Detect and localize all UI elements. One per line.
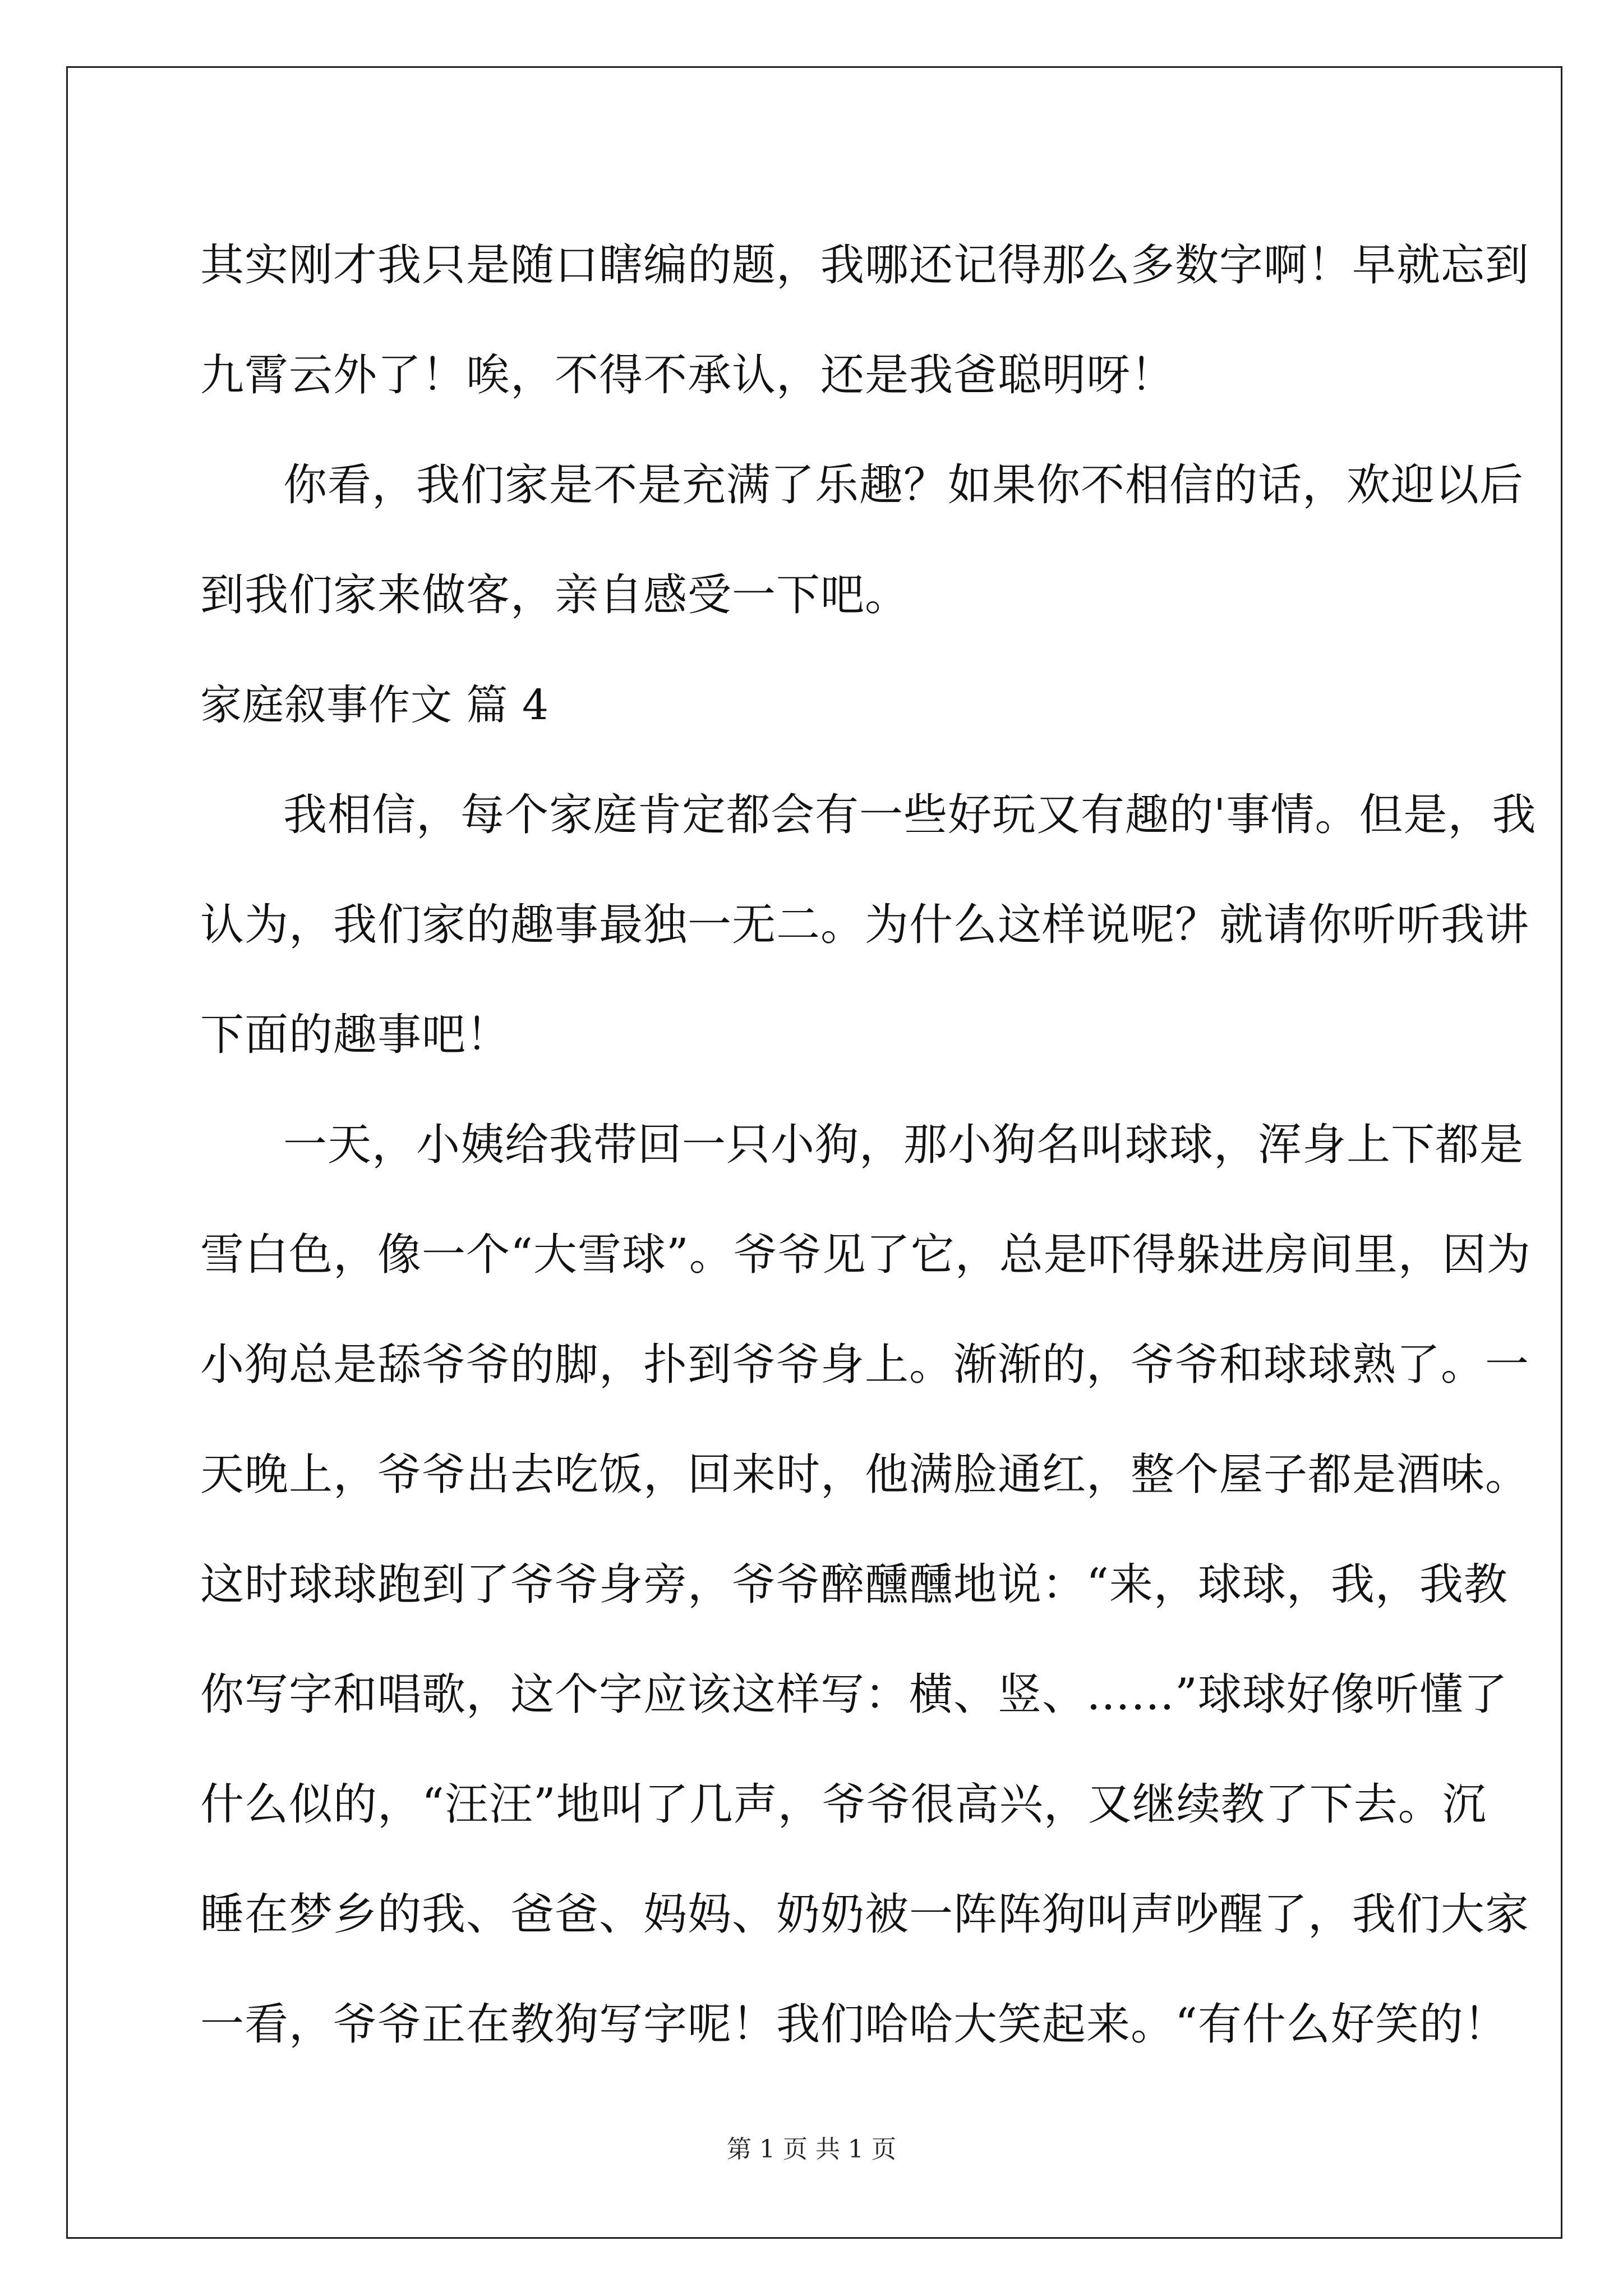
text-line: 一看，爷爷正在教狗写字呢！我们哈哈大笑起来。“有什么好笑的！ (200, 1999, 1508, 2050)
text-line: 什么似的，“汪汪”地叫了几声，爷爷很高兴，又继续教了下去。沉 (200, 1779, 1487, 1830)
paragraph-2 (200, 430, 1524, 650)
text-line: 你看，我们家是不是充满了乐趣？如果你不相信的话，欢迎以后 (283, 460, 1524, 510)
text-line: 我相信，每个家庭肯定都会有一些好玩又有趣的'事情。但是，我 (283, 790, 1537, 840)
document-body (200, 210, 1537, 2079)
text-line: 天晚上，爷爷出去吃饭，回来时，他满脸通红，整个屋子都是酒味。 (200, 1450, 1530, 1500)
paragraph-4 (200, 1090, 1531, 2079)
text-line: 雪白色，像一个“大雪球”。爷爷见了它，总是吓得躲进房间里，因为 (200, 1230, 1531, 1280)
text-line: 睡在梦乡的我、爸爸、妈妈、奶奶被一阵阵狗叫声吵醒了，我们大家 (200, 1889, 1530, 1940)
text-line: 到我们家来做客，亲自感受一下吧。 (200, 570, 910, 620)
paragraph-1 (200, 210, 1530, 430)
text-line: 其实刚才我只是随口瞎编的题，我哪还记得那么多数字啊！早就忘到 (200, 240, 1530, 291)
page-footer: 第 1 页 共 1 页 (727, 2135, 896, 2164)
text-line: 小狗总是舔爷爷的脚，扑到爷爷身上。渐渐的，爷爷和球球熟了。一 (200, 1340, 1530, 1390)
text-line: 认为，我们家的趣事最独一无二。为什么这样说呢？就请你听听我讲 (200, 900, 1530, 950)
text-line: 一天，小姨给我带回一只小狗，那小狗名叫球球，浑身上下都是 (283, 1120, 1524, 1170)
text-line: 你写字和唱歌，这个字应该这样写：横、竖、……”球球好像听懂了 (200, 1669, 1508, 1720)
text-line: 这时球球跑到了爷爷身旁，爷爷醉醺醺地说：“来，球球，我，我教 (200, 1559, 1508, 1610)
text-line: 九霄云外了！唉，不得不承认，还是我爸聪明呀！ (200, 350, 1175, 401)
text-line: 下面的趣事吧！ (200, 1010, 511, 1060)
paragraph-3 (200, 760, 1537, 1090)
section-heading: 家庭叙事作文 篇 4 (200, 681, 550, 729)
